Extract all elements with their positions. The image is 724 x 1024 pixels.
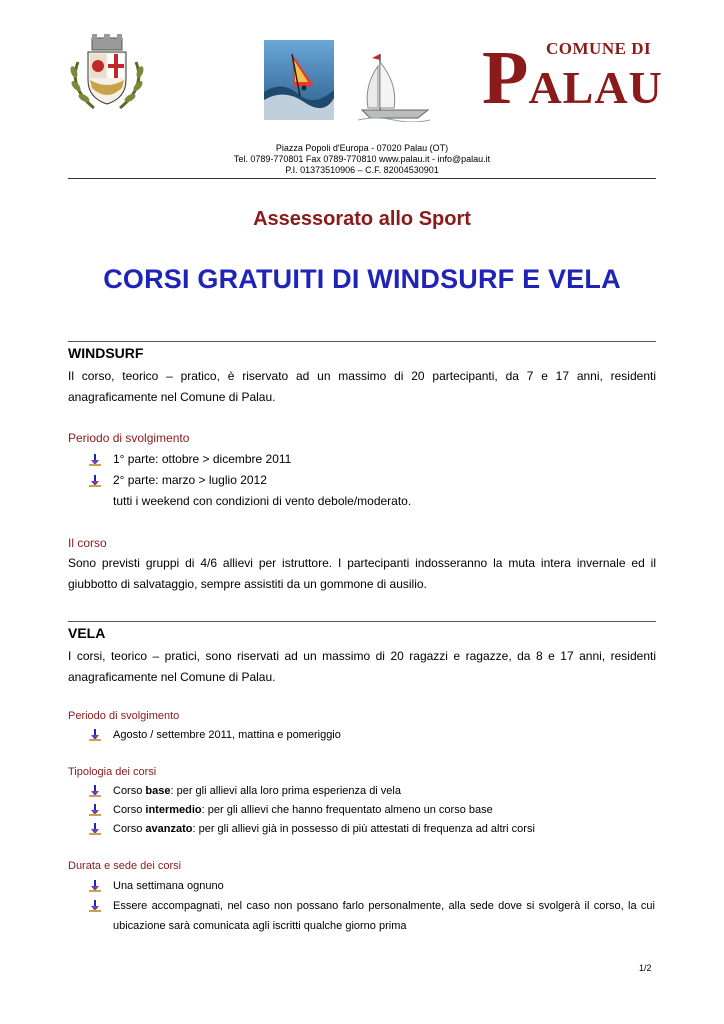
logo-palau-initial: P	[482, 36, 529, 120]
course-type-prefix: Corso	[113, 823, 146, 835]
windsurf-intro: Il corso, teorico – pratico, è riservato ad un massimo di 20 partecipanti, da 7 e 17 anni, residenti anagraficamente nel Comune di Palau.	[68, 369, 656, 404]
list-item	[89, 896, 655, 936]
assessorato-heading: Assessorato allo Sport	[253, 208, 471, 230]
course-type-name: base	[145, 785, 171, 797]
bullet-arrow-icon	[89, 804, 113, 816]
windsurf-section-divider	[68, 341, 656, 342]
list-item	[89, 470, 267, 491]
bullet-arrow-icon	[89, 823, 113, 835]
vela-intro: I corsi, teorico – pratici, sono riservati ad un massimo di 20 ragazzi e ragazze, da 8 e 17 anni, residenti anagraficamente nel Comune di Palau.	[68, 649, 656, 684]
list-item-text: 1° parte: ottobre > dicembre 2011	[113, 452, 292, 466]
vela-section-divider	[68, 621, 656, 622]
address-line-3: P.I. 01373510906 – C.F. 82004530901	[285, 165, 439, 175]
list-item	[89, 819, 535, 839]
municipal-crest-logo	[64, 32, 150, 114]
bullet-arrow-icon	[89, 475, 113, 487]
list-item	[89, 725, 341, 745]
list-item	[89, 800, 493, 820]
course-type-desc: : per gli allievi alla loro prima esperienza di vela	[170, 785, 401, 797]
logo-palau-rest: ALAU	[528, 62, 663, 113]
list-item-text: 2° parte: marzo > luglio 2012	[113, 473, 267, 487]
bullet-arrow-icon	[89, 880, 113, 892]
windsurf-photo	[264, 40, 334, 120]
list-item	[89, 876, 224, 896]
address-line-2: Tel. 0789-770801 Fax 0789-770810 www.palau.it - info@palau.it	[233, 154, 491, 164]
course-type-prefix: Corso	[113, 785, 146, 797]
course-type-name: intermedio	[145, 804, 202, 816]
windsurf-corso-text: Sono previsti gruppi di 4/6 allievi per istruttore. I partecipanti indosseranno la muta intera invernale ed il giubbotto di salvataggio, sempre assistiti da un gommone di ausilio.	[68, 556, 656, 591]
vela-periodo-label: Periodo di svolgimento	[68, 710, 180, 722]
bullet-arrow-icon	[89, 900, 113, 912]
windsurf-corso-label: Il corso	[68, 536, 107, 550]
bullet-arrow-icon	[89, 454, 113, 466]
logo-comune-di-text: COMUNE DI	[546, 39, 652, 58]
page-number: 1/2	[639, 963, 652, 973]
header-divider	[68, 178, 656, 179]
comune-di-palau-logo	[482, 36, 663, 120]
list-item	[89, 449, 291, 470]
list-item-text: Una settimana ognuno	[113, 880, 224, 892]
course-type-prefix: Corso	[113, 804, 146, 816]
bullet-arrow-icon	[89, 785, 113, 797]
sailboat-illustration	[358, 50, 432, 122]
list-item-text: Agosto / settembre 2011, mattina e pomeriggio	[113, 729, 341, 741]
page-title: CORSI GRATUITI DI WINDSURF E VELA	[103, 264, 621, 294]
logo-palau-text	[482, 36, 663, 120]
course-type-name: avanzato	[145, 823, 193, 835]
list-item	[89, 781, 401, 801]
vela-durata-label: Durata e sede dei corsi	[68, 860, 182, 872]
list-item-text: Essere accompagnati, nel caso non possano farlo personalmente, alla sede dove si svolgerà il corso, la cui ubicazione sarà comunicata agli iscritti qualche giorno prima	[113, 900, 655, 932]
windsurf-periodo-note: tutti i weekend con condizioni di vento debole/moderato.	[113, 494, 412, 508]
vela-tipologia-label: Tipologia dei corsi	[68, 766, 157, 778]
address-line-1: Piazza Popoli d'Europa - 07020 Palau (OT)	[275, 143, 449, 153]
windsurf-periodo-label: Periodo di svolgimento	[68, 431, 190, 445]
course-type-desc: : per gli allievi già in possesso di più attestati di frequenza ad altri corsi	[192, 823, 535, 835]
bullet-arrow-icon	[89, 729, 113, 741]
vela-heading: VELA	[68, 625, 106, 641]
course-type-desc: : per gli allievi che hanno frequentato almeno un corso base	[201, 804, 493, 816]
windsurf-heading: WINDSURF	[68, 345, 144, 361]
